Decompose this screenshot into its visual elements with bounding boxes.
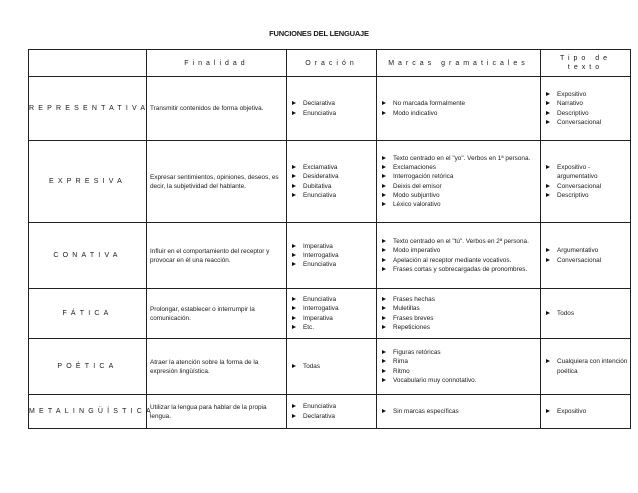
oracion-cell [287, 289, 377, 339]
list-item: Enunciativa [290, 402, 374, 411]
list-item: Apelación al receptor mediante vocativos. [380, 256, 538, 265]
list-item: Vocabulario muy connotativo. [380, 376, 538, 385]
header-row [29, 50, 631, 77]
table-row [29, 77, 631, 141]
oracion-cell [287, 395, 377, 429]
list-item: Cualquiera con intención poética [544, 357, 628, 375]
tipo-list [541, 163, 630, 200]
list-item: Enunciativa [290, 260, 374, 269]
table-row [29, 339, 631, 395]
marcas-list [377, 154, 540, 209]
finalidad-cell: Expresar sentimientos, opiniones, deseos, es decir, la subjetividad del hablante. [147, 141, 287, 223]
header-empty [29, 50, 147, 77]
header-tipo: Tipo de texto [541, 50, 631, 77]
list-item: Muletillas [380, 304, 538, 313]
list-item: Expositivo [544, 407, 628, 416]
tipo-list [541, 90, 630, 127]
finalidad-cell: Utilizar la lengua para hablar de la propia lengua. [147, 395, 287, 429]
marcas-list [377, 407, 540, 416]
list-item: Interrogativa [290, 251, 374, 260]
oracion-list [287, 295, 376, 332]
functions-table [28, 49, 631, 429]
list-item: Imperativa [290, 242, 374, 251]
list-item: Conversacional [544, 182, 628, 191]
marcas-cell [377, 77, 541, 141]
marcas-list [377, 295, 540, 332]
tipo-cell [541, 223, 631, 289]
oracion-list [287, 242, 376, 270]
finalidad-cell: Prolongar, establecer o interrumpir la comunicación. [147, 289, 287, 339]
list-item: Argumentativo [544, 246, 628, 255]
table-row [29, 223, 631, 289]
tipo-cell [541, 289, 631, 339]
table-row [29, 395, 631, 429]
list-item: Enunciativa [290, 109, 374, 118]
tipo-list [541, 357, 630, 375]
list-item: Enunciativa [290, 191, 374, 200]
list-item: Enunciativa [290, 295, 374, 304]
list-item: No marcada formalmente [380, 99, 538, 108]
list-item: Rima [380, 357, 538, 366]
list-item: Interrogación retórica [380, 172, 538, 181]
list-item: Dubitativa [290, 182, 374, 191]
list-item: Expositivo [544, 90, 628, 99]
page-title: FUNCIONES DEL LENGUAJE [269, 29, 369, 38]
list-item: Figuras retóricas [380, 348, 538, 357]
oracion-list [287, 402, 376, 420]
marcas-cell [377, 339, 541, 395]
list-item: Texto centrado en el "yo". Verbos en 1ª persona. [380, 154, 538, 163]
list-item: Modo indicativo [380, 109, 538, 118]
table-row [29, 141, 631, 223]
list-item: Conversacional [544, 256, 628, 265]
function-name: EXPRESIVA [29, 141, 147, 223]
marcas-cell [377, 395, 541, 429]
oracion-list [287, 163, 376, 200]
tipo-cell [541, 77, 631, 141]
tipo-list [541, 407, 630, 416]
function-name: FÁTICA [29, 289, 147, 339]
function-name: REPRESENTATIVA [29, 77, 147, 141]
marcas-list [377, 348, 540, 385]
list-item: Exclamaciones [380, 163, 538, 172]
finalidad-cell: Influir en el comportamiento del receptor y provocar en él una reacción. [147, 223, 287, 289]
list-item: Descriptivo [544, 109, 628, 118]
list-item: Deixis del emisor [380, 182, 538, 191]
finalidad-cell: Transmitir contenidos de forma objetiva. [147, 77, 287, 141]
list-item: Todas [290, 362, 374, 371]
tipo-list [541, 309, 630, 318]
list-item: Frases cortas y sobrecargadas de pronombres. [380, 265, 538, 274]
list-item: Texto centrado en el "tú". Verbos en 2ª persona. [380, 237, 538, 246]
header-marcas: Marcas gramaticales [377, 50, 541, 77]
marcas-list [377, 237, 540, 274]
oracion-list [287, 362, 376, 371]
table-row [29, 289, 631, 339]
tipo-cell [541, 395, 631, 429]
list-item: Desiderativa [290, 172, 374, 181]
list-item: Etc. [290, 323, 374, 332]
list-item: Modo subjuntivo [380, 191, 538, 200]
list-item: Repeticiones [380, 323, 538, 332]
function-name: POÉTICA [29, 339, 147, 395]
function-name: METALINGÜÍSTICA [29, 395, 147, 429]
list-item: Narrativo [544, 99, 628, 108]
marcas-list [377, 99, 540, 117]
list-item: Todos [544, 309, 628, 318]
tipo-cell [541, 141, 631, 223]
oracion-list [287, 99, 376, 117]
list-item: Exclamativa [290, 163, 374, 172]
list-item: Frases hechas [380, 295, 538, 304]
marcas-cell [377, 223, 541, 289]
list-item: Modo imperativo [380, 246, 538, 255]
list-item: Conversacional [544, 118, 628, 127]
list-item: Declarativa [290, 99, 374, 108]
list-item: Descriptivo [544, 191, 628, 200]
list-item: Interrogativa [290, 304, 374, 313]
oracion-cell [287, 141, 377, 223]
marcas-cell [377, 289, 541, 339]
function-name: CONATIVA [29, 223, 147, 289]
tipo-cell [541, 339, 631, 395]
list-item: Frases breves [380, 314, 538, 323]
finalidad-cell: Atraer la atención sobre la forma de la expresión lingüística. [147, 339, 287, 395]
oracion-cell [287, 223, 377, 289]
header-finalidad: Finalidad [147, 50, 287, 77]
oracion-cell [287, 77, 377, 141]
list-item: Sin marcas específicas [380, 407, 538, 416]
list-item: Imperativa [290, 314, 374, 323]
list-item: Léxico valorativo [380, 200, 538, 209]
tipo-list [541, 246, 630, 264]
list-item: Expositivo - argumentativo [544, 163, 628, 181]
list-item: Ritmo [380, 367, 538, 376]
list-item: Declarativa [290, 412, 374, 421]
marcas-cell [377, 141, 541, 223]
oracion-cell [287, 339, 377, 395]
header-oracion: Oración [287, 50, 377, 77]
